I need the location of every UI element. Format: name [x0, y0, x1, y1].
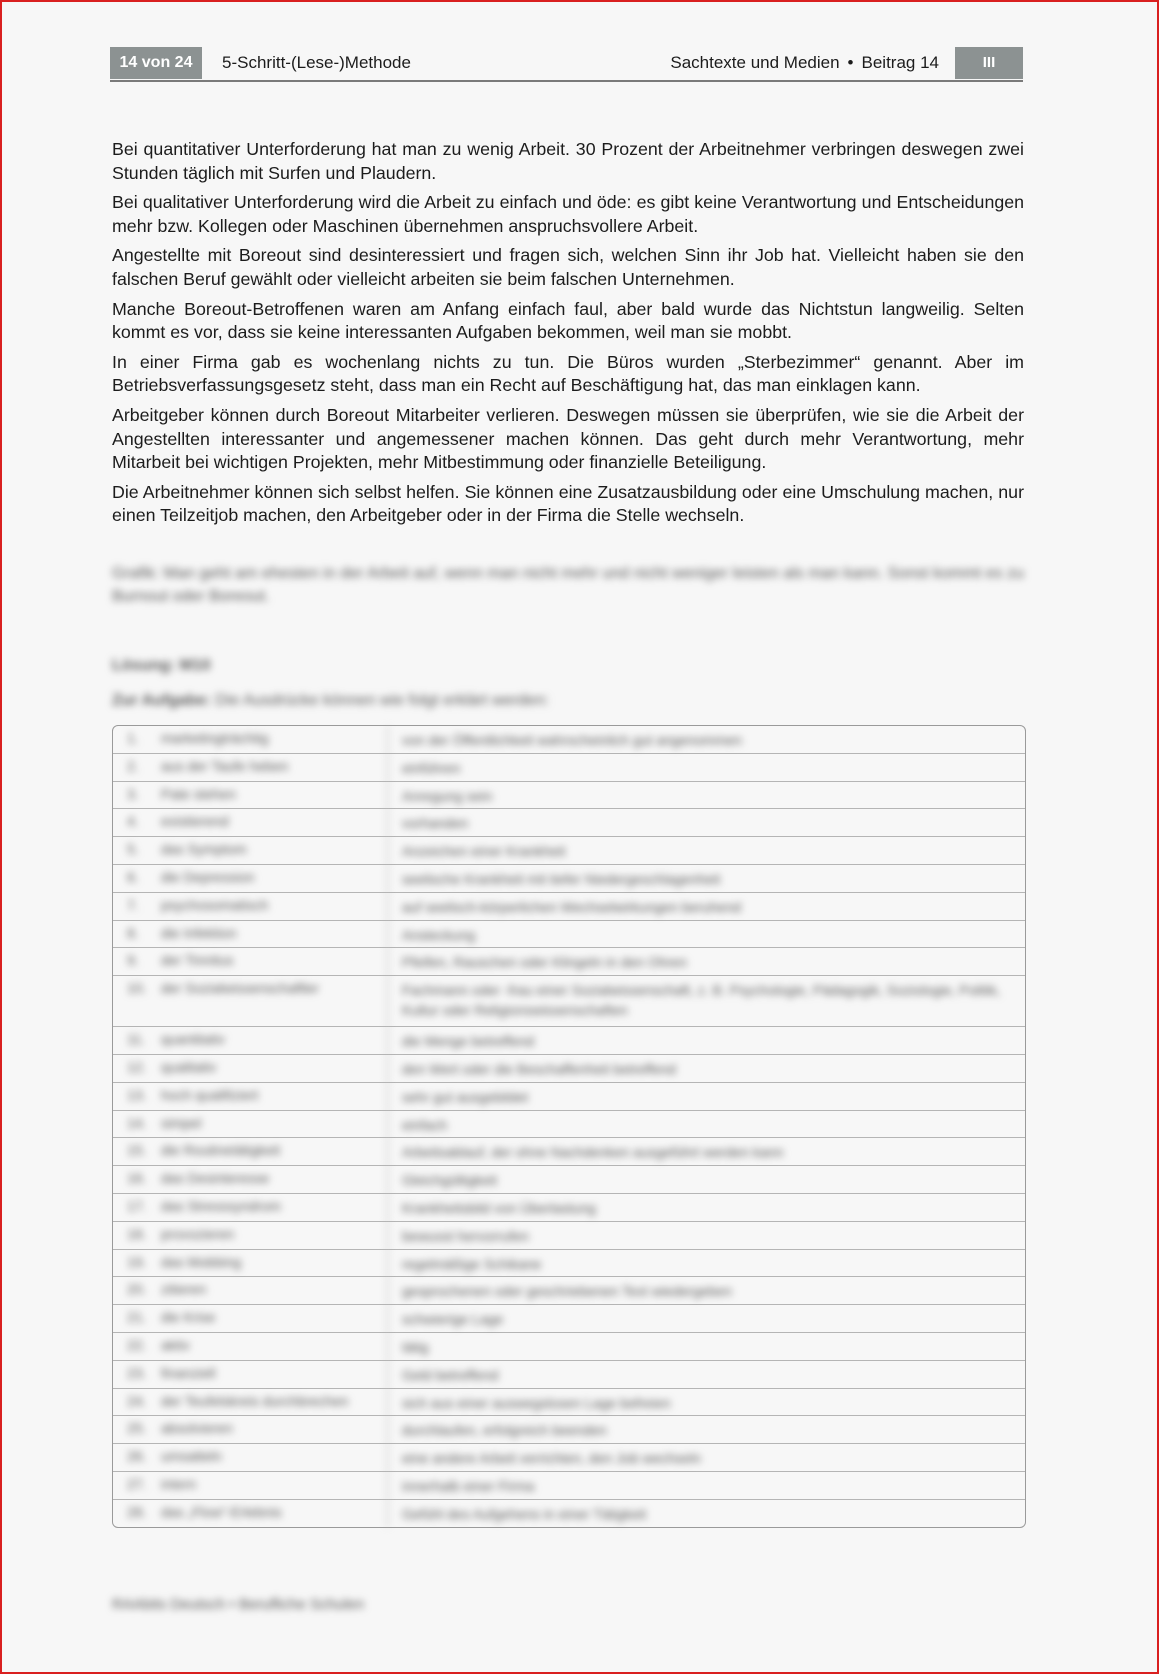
- definition-cell: die Menge betreffend: [402, 1033, 535, 1050]
- table-row: [113, 753, 1025, 781]
- table-row: [113, 1026, 1025, 1054]
- paragraph: Bei quantitativer Unterforderung hat man zu wenig Arbeit. 30 Prozent der Arbeitnehmer verbringen deswegen zwei Stunden täglich mit Surfen und Plaudern.: [112, 139, 1024, 183]
- table-row: [113, 1082, 1025, 1110]
- table-row: [113, 1360, 1025, 1388]
- term-cell: das Mobbing: [155, 1250, 388, 1277]
- term-cell: die Krise: [155, 1305, 388, 1332]
- header-subject: [670, 47, 939, 79]
- definition-cell: gesprochenen oder geschriebenen Text wiedergeben: [402, 1283, 732, 1300]
- row-number: 13.: [127, 1086, 147, 1103]
- table-row: [113, 1415, 1025, 1443]
- definition-cell: den Wert oder die Beschaffenheit betreffend: [402, 1060, 676, 1077]
- table-row: [113, 1332, 1025, 1360]
- article-label: Beitrag 14: [861, 53, 939, 72]
- paragraph: Arbeitgeber können durch Boreout Mitarbeiter verlieren. Deswegen müssen sie überprüfen, wie sie die Arbeit der Angestellten interessanter und angemessener machen können. Das geht durch mehr Verantwortung, mehr Mitarbeit bei wichtigen Projekten, mehr Mitbestimmung oder finanzielle Beteiligung.: [112, 404, 1024, 473]
- row-number: 5.: [127, 841, 139, 858]
- definition-cell: Pfeifen, Rauschen oder Klingeln in den Ohren: [402, 954, 687, 971]
- table-row: [113, 1388, 1025, 1416]
- row-number: 28.: [127, 1503, 147, 1520]
- definition-cell: bewusst hervorrufen: [402, 1227, 529, 1244]
- solution-title: Lösung: M10: [112, 657, 211, 674]
- row-number: 3.: [127, 785, 139, 802]
- table-row: [113, 1471, 1025, 1499]
- definition-cell: Gefühl des Aufgehens in einer Tätigkeit: [402, 1505, 647, 1522]
- table-row: [113, 726, 1025, 753]
- row-number: 16.: [127, 1170, 147, 1187]
- table-row: [113, 781, 1025, 809]
- term-cell: die Depression: [155, 865, 388, 892]
- row-number: 17.: [127, 1197, 147, 1214]
- row-number: 7.: [127, 896, 139, 913]
- term-cell: hoch qualifiziert: [155, 1083, 388, 1110]
- table-row: [113, 947, 1025, 975]
- term-cell: die Infektion: [155, 921, 388, 948]
- table-row: [113, 1054, 1025, 1082]
- definition-cell: Krankheitsbild von Überlastung: [402, 1199, 596, 1216]
- definition-cell: einführen: [402, 759, 461, 776]
- subject-label: Sachtexte und Medien: [670, 53, 840, 72]
- row-number: 4.: [127, 813, 139, 830]
- section-title: 5-Schritt-(Lese-)Methode: [222, 53, 411, 72]
- vocabulary-table: [112, 725, 1026, 1528]
- definition-cell: Ansteckung: [402, 926, 476, 943]
- task-text: Die Ausdrücke können wie folgt erklärt werden:: [215, 692, 549, 709]
- term-cell: intern: [155, 1472, 388, 1499]
- term-cell: marketingträchtig: [155, 726, 388, 753]
- table-row: [113, 920, 1025, 948]
- row-number: 25.: [127, 1420, 147, 1437]
- term-cell: das Symptom: [155, 837, 388, 864]
- row-number: 20.: [127, 1281, 147, 1298]
- definition-cell: Fachmann oder -frau einer Sozialwissenschaft, z. B. Psychologie, Pädagogik, Soziologie, Politik, Kultur oder Religionswissenschaften: [402, 982, 1001, 1019]
- main-text: [112, 138, 1024, 534]
- page-header: [110, 47, 1023, 82]
- definition-cell: seelische Krankheit mit tiefer Niedergeschlagenheit: [402, 870, 721, 887]
- table-row: [113, 1221, 1025, 1249]
- term-cell: der Sozialwissenschaftler: [155, 976, 388, 1026]
- row-number: 14.: [127, 1114, 147, 1131]
- row-number: 19.: [127, 1253, 147, 1270]
- table-row: [113, 1499, 1025, 1527]
- bullet-separator: •: [847, 53, 854, 72]
- definition-cell: durchlaufen, erfolgreich beenden: [402, 1422, 607, 1439]
- row-number: 11.: [127, 1031, 146, 1048]
- row-number: 9.: [127, 952, 139, 969]
- row-number: 2.: [127, 757, 139, 774]
- row-number: 24.: [127, 1392, 147, 1409]
- term-cell: die Routinetätigkeit: [155, 1138, 388, 1165]
- definition-cell: eine andere Arbeit verrichten, den Job wechseln: [402, 1450, 701, 1467]
- definition-cell: Arbeitsablauf, der ohne Nachdenken ausgeführt werden kann: [402, 1144, 784, 1161]
- term-cell: aus der Taufe heben: [155, 754, 388, 781]
- term-cell: das Stresssyndrom: [155, 1194, 388, 1221]
- term-cell: umsatteln: [155, 1444, 388, 1471]
- table-row: [113, 1276, 1025, 1304]
- definition-cell: regelmäßige Schikane: [402, 1255, 542, 1272]
- definition-cell: Geld betreffend: [402, 1366, 499, 1383]
- table-row: [113, 864, 1025, 892]
- definition-cell: einfach: [402, 1116, 448, 1133]
- task-label: Zur Aufgabe:: [112, 692, 211, 709]
- term-cell: zitieren: [155, 1277, 388, 1304]
- definition-cell: vorhanden: [402, 815, 469, 832]
- definition-cell: Anregung sein: [402, 787, 493, 804]
- term-cell: der Teufelskreis durchbrechen: [155, 1389, 388, 1416]
- term-cell: quantitativ: [155, 1027, 388, 1054]
- term-cell: existierend: [155, 809, 388, 836]
- definition-cell: Anzeichen einer Krankheit: [402, 843, 566, 860]
- term-cell: das Desinteresse: [155, 1166, 388, 1193]
- paragraph: Angestellte mit Boreout sind desinteressiert und fragen sich, welchen Sinn ihr Job hat. Vielleicht haben sie den falschen Beruf gewählt oder vielleicht arbeiten sie beim falschen Unternehmen.: [112, 245, 1024, 289]
- row-number: 12.: [127, 1058, 147, 1075]
- row-number: 18.: [127, 1225, 147, 1242]
- table-row: [113, 1110, 1025, 1138]
- definition-cell: sehr gut ausgebildet: [402, 1088, 529, 1105]
- term-cell: finanziell: [155, 1361, 388, 1388]
- row-number: 22.: [127, 1336, 147, 1353]
- volume-box: III: [955, 47, 1023, 79]
- table-row: [113, 1137, 1025, 1165]
- term-cell: der Tinnitus: [155, 948, 388, 975]
- page-indicator: 14 von 24: [110, 47, 202, 79]
- definition-cell: auf seelisch-körperlichen Wechselwirkungen beruhend: [402, 898, 742, 915]
- definition-cell: innerhalb einer Firma: [402, 1477, 535, 1494]
- row-number: 23.: [127, 1364, 147, 1381]
- paragraph: Bei qualitativer Unterforderung wird die Arbeit zu einfach und öde: es gibt keine Verantwortung und Entscheidungen mehr bzw. Kollegen oder Maschinen übernehmen anspruchsvollere Arbeit.: [112, 192, 1024, 236]
- table-row: [113, 1304, 1025, 1332]
- definition-cell: schwierige Lage: [402, 1311, 504, 1328]
- definition-cell: sich aus einer auswegslosen Lage befreien: [402, 1394, 671, 1411]
- table-row: [113, 1249, 1025, 1277]
- row-number: 26.: [127, 1448, 147, 1465]
- table-row: [113, 1443, 1025, 1471]
- term-cell: aktiv: [155, 1333, 388, 1360]
- blurred-paragraph: Grafik: Man geht am ehesten in der Arbeit auf, wenn man nicht mehr und nicht weniger leisten als man kann. Sonst kommt es zu Burnout oder Boreout.: [112, 565, 1024, 605]
- row-number: 1.: [127, 730, 139, 746]
- term-cell: qualitativ: [155, 1055, 388, 1082]
- term-cell: simpel: [155, 1111, 388, 1138]
- term-cell: provozieren: [155, 1222, 388, 1249]
- paragraph: Manche Boreout-Betroffenen waren am Anfang einfach faul, aber bald wurde das Nichtstun langweilig. Selten kommt es vor, dass sie keine interessanten Aufgaben bekommen, weil man sie mobbt.: [112, 298, 1024, 343]
- paragraph: Die Arbeitnehmer können sich selbst helfen. Sie können eine Zusatzausbildung oder eine Umschulung machen, nur einen Teilzeitjob machen, den Arbeitgeber oder in der Firma die Stelle wechseln.: [112, 481, 1024, 526]
- definition-cell: Gleichgültigkeit: [402, 1172, 497, 1189]
- page-footer: RAAbits Deutsch • Berufliche Schulen: [112, 1596, 365, 1613]
- term-cell: das „Flow“-Erlebnis: [155, 1500, 388, 1527]
- table-row: [113, 1193, 1025, 1221]
- row-number: 6.: [127, 868, 139, 885]
- term-cell: psychosomatisch: [155, 893, 388, 920]
- table-row: [113, 1165, 1025, 1193]
- table-row: [113, 892, 1025, 920]
- term-cell: absolvieren: [155, 1416, 388, 1443]
- table-row: [113, 975, 1025, 1026]
- paragraph: In einer Firma gab es wochenlang nichts zu tun. Die Büros wurden „Sterbezimmer“ genannt. Aber im Betriebsverfassungsgesetz steht, dass man ein Recht auf Beschäftigung hat, das man einklagen kann.: [112, 351, 1024, 396]
- definition-cell: tätig: [402, 1338, 429, 1355]
- table-row: [113, 836, 1025, 864]
- solution-task: [112, 692, 549, 710]
- definition-cell: von der Öffentlichkeit wahrscheinlich gut angenommen: [402, 732, 742, 748]
- row-number: 15.: [127, 1142, 147, 1159]
- table-row: [113, 808, 1025, 836]
- row-number: 21.: [127, 1309, 147, 1326]
- row-number: 10.: [127, 980, 147, 997]
- row-number: 8.: [127, 924, 139, 941]
- term-cell: Pate stehen: [155, 782, 388, 809]
- row-number: 27.: [127, 1475, 147, 1492]
